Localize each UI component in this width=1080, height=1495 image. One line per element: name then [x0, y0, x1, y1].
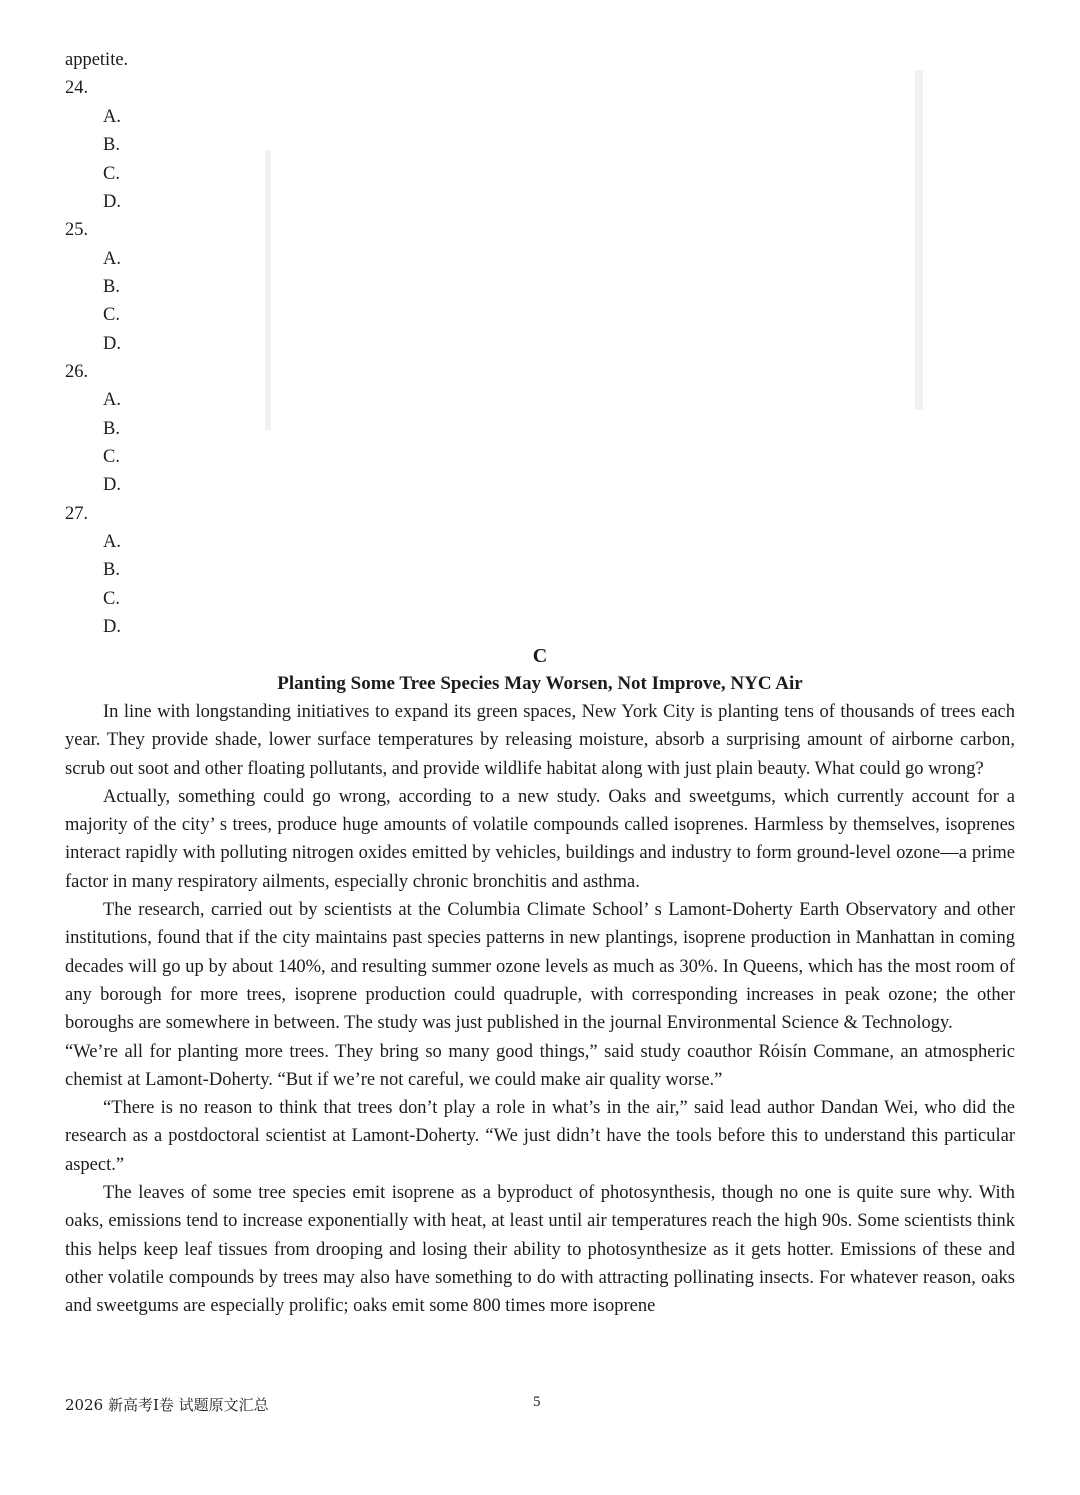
- option-label: A.: [103, 390, 121, 410]
- option-label: D.: [103, 192, 121, 212]
- option-label: C.: [103, 447, 120, 467]
- question-number: 26.: [65, 362, 89, 382]
- option-label: C.: [103, 164, 120, 184]
- page-number: 5: [533, 1394, 541, 1410]
- option-label: A.: [103, 107, 121, 127]
- scan-shadow: [265, 150, 271, 430]
- option-label: B.: [103, 277, 120, 297]
- option-label: D.: [103, 475, 121, 495]
- option-label: A.: [103, 532, 121, 552]
- option-label: C.: [103, 589, 120, 609]
- option-label: D.: [103, 617, 121, 637]
- article-title: Planting Some Tree Species May Worsen, Not Improve, NYC Air: [277, 673, 803, 694]
- article-paragraph: In line with longstanding initiatives to expand its green spaces, New York City is planting tens of thousands of trees each year. They provide shade, lower surface temperatures by releasing moisture, absorb a surprising amount of airborne carbon, scrub out soot and other floating pollutants, and provide wildlife habitat along with just plain beauty. What could go wrong?: [65, 702, 1015, 779]
- article-paragraph: “We’re all for planting more trees. They bring so many good things,” said study coauthor Róisín Commane, an atmospheric chemist at Lamont-Doherty. “But if we’re not careful, we could make air quality worse.”: [65, 1041, 1015, 1090]
- article-paragraph: “There is no reason to think that trees don’t play a role in what’s in the air,” said lead author Dandan Wei, who did the research as a postdoctoral scientist at Lamont-Doherty. “We just didn’t have the tools before this to understand this particular aspect.”: [65, 1098, 1015, 1175]
- section-letter: C: [532, 645, 548, 667]
- question-number: 27.: [65, 504, 89, 524]
- article-paragraph: Actually, something could go wrong, according to a new study. Oaks and sweetgums, which currently account for a majority of the city’ s trees, produce huge amounts of volatile compounds called isoprenes. Harmless by themselves, isoprenes interact rapidly with polluting nitrogen oxides emitted by vehicles, buildings and industry to form ground-level ozone—a prime factor in many respiratory ailments, especially chronic bronchitis and asthma.: [65, 786, 1015, 892]
- option-label: B.: [103, 419, 120, 439]
- article-body: [65, 698, 1015, 1321]
- article-paragraph: The research, carried out by scientists at the Columbia Climate School’ s Lamont-Doherty Earth Observatory and other institutions, found that if the city maintains past species patterns in new plantings, isoprene production in Manhattan in coming decades will go up by about 140%, and resulting summer ozone levels as much as 30%. In Queens, which has the most room of any borough for more trees, isoprene production could quadruple, with corresponding increases in peak ozone; the other boroughs are somewhere in between. The study was just published in the journal Environmental Science & Technology.: [65, 900, 1015, 1034]
- option-label: B.: [103, 560, 120, 580]
- scan-shadow: [915, 70, 923, 410]
- option-label: B.: [103, 135, 120, 155]
- option-label: A.: [103, 249, 121, 269]
- footer-source: 2026 新高考I卷 试题原文汇总: [65, 1396, 269, 1414]
- option-label: D.: [103, 334, 121, 354]
- article-paragraph: The leaves of some tree species emit isoprene as a byproduct of photosynthesis, though no one is quite sure why. With oaks, emissions tend to increase exponentially with heat, at least until air temperatures reach the high 90s. Some scientists think this helps keep leaf tissues from drooping and losing their ability to photosynthesize as it gets hotter. Emissions of these and other volatile compounds by trees may also have something to do with attracting pollinating insects. For whatever reason, oaks and sweetgums are especially prolific; oaks emit some 800 times more isoprene: [65, 1183, 1015, 1317]
- intro-fragment: appetite.: [65, 50, 129, 70]
- question-number: 24.: [65, 78, 89, 98]
- question-number: 25.: [65, 220, 89, 240]
- option-label: C.: [103, 305, 120, 325]
